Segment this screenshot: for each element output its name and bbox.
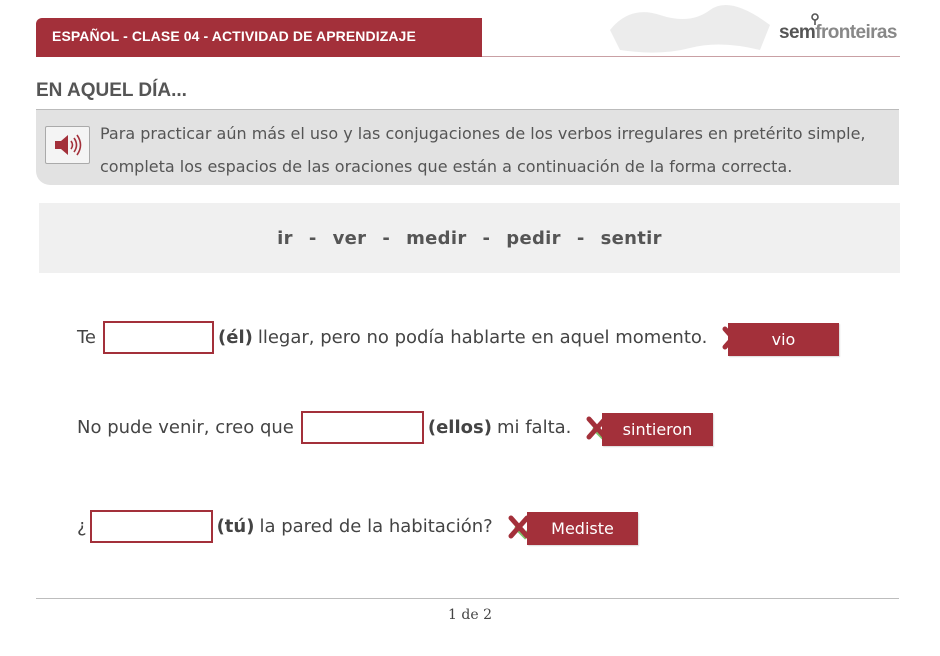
word-bank: [39, 203, 900, 273]
instructions-line-2: completa los espacios de las oraciones que están a continuación de la forma correcta.: [100, 157, 793, 176]
sentence-2: [77, 411, 625, 444]
answer-button-2[interactable]: sintieron: [602, 413, 713, 446]
sentence-2-input[interactable]: [301, 411, 424, 444]
word-separator: -: [308, 227, 317, 249]
answer-button-3[interactable]: Mediste: [527, 512, 638, 545]
sentence-1-after: llegar, pero no podía hablarte en aquel momento.: [257, 327, 708, 348]
instructions-text: [100, 117, 890, 183]
activity-title: ESPAÑOL - CLASE 04 - ACTIVIDAD DE APRENDIZAJE: [52, 28, 416, 44]
word-ver: ver: [332, 227, 367, 249]
answer-button-1[interactable]: vio: [728, 323, 839, 356]
word-separator: -: [482, 227, 491, 249]
word-separator: -: [382, 227, 391, 249]
sentence-3-input[interactable]: [90, 510, 213, 543]
sentence-2-after: mi falta.: [496, 417, 572, 438]
word-medir: medir: [406, 227, 467, 249]
sentence-1-before: Te: [77, 327, 97, 348]
word-sentir: sentir: [600, 227, 662, 249]
sentence-3-before: ¿: [77, 516, 87, 537]
word-ir: ir: [277, 227, 293, 249]
header-divider: [482, 56, 900, 57]
logo-sem: sem: [779, 22, 816, 43]
sentence-2-before: No pude venir, creo que: [77, 417, 294, 438]
sentence-3: [77, 510, 547, 543]
sentence-3-pronoun: (tú): [216, 516, 255, 537]
world-map-decoration: [600, 0, 780, 55]
page-indicator: 1 de 2: [448, 607, 492, 623]
word-separator: -: [576, 227, 585, 249]
sentence-3-after: la pared de la habitación?: [259, 516, 493, 537]
word-pedir: pedir: [506, 227, 561, 249]
logo-fronteiras: fronteiras: [815, 22, 897, 43]
sentence-1-input[interactable]: [103, 321, 214, 354]
sentence-1-pronoun: (él): [218, 327, 253, 348]
footer-divider: [36, 598, 899, 599]
semfronteiras-logo: [779, 22, 897, 44]
section-title: EN AQUEL DÍA...: [36, 80, 187, 101]
sentence-1: [77, 321, 761, 354]
audio-button[interactable]: [45, 126, 90, 164]
instructions-line-1: Para practicar aún más el uso y las conjugaciones de los verbos irregulares en pretérito simple,: [100, 124, 866, 143]
sentence-2-pronoun: (ellos): [427, 417, 492, 438]
speaker-icon: [53, 133, 83, 157]
